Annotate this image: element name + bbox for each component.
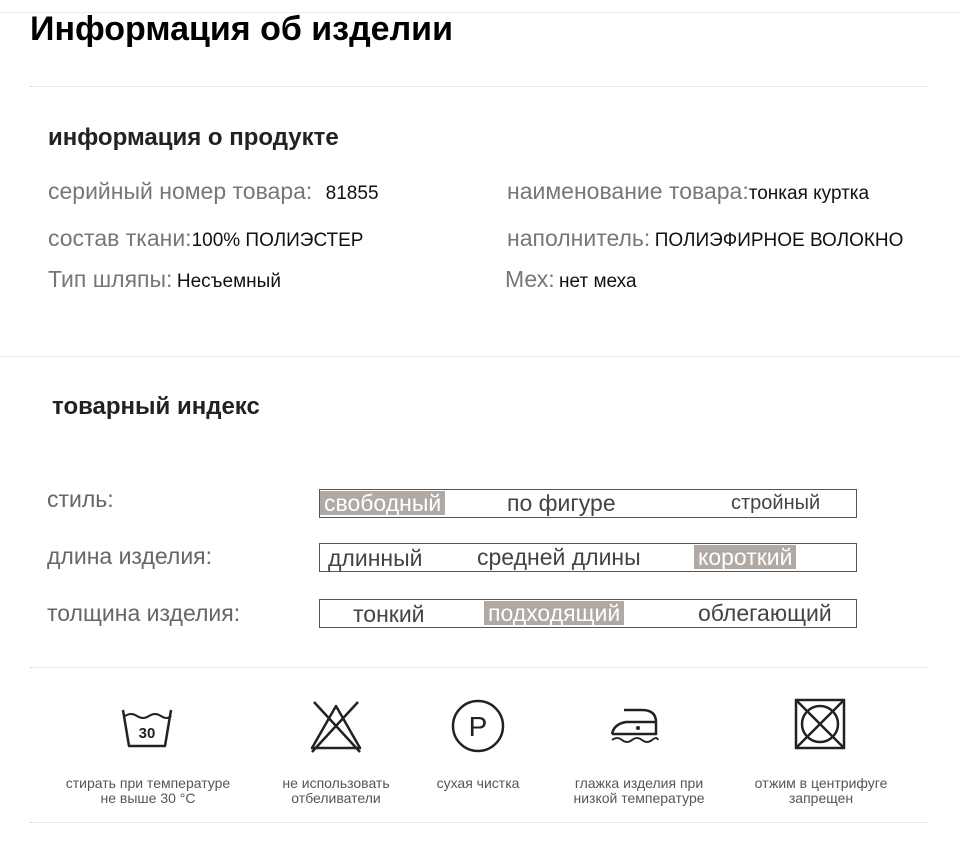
info-filling bbox=[507, 227, 903, 250]
no-bleach-icon bbox=[306, 696, 366, 756]
info-value: 81855 bbox=[325, 183, 379, 204]
length-option-medium: средней длины bbox=[477, 544, 641, 570]
thickness-option-regular: подходящий bbox=[484, 601, 624, 625]
page-title: Информация об изделии bbox=[30, 10, 453, 48]
info-value: тонкая куртка bbox=[748, 183, 870, 204]
info-label: Тип шляпы: bbox=[48, 266, 173, 292]
care-divider-top bbox=[30, 667, 928, 668]
iron-low-icon bbox=[604, 696, 664, 756]
style-option-fitted: по фигуре bbox=[507, 490, 616, 516]
care-divider-bottom bbox=[30, 822, 928, 823]
care-label-wash: стирать при температуре не выше 30 °C bbox=[65, 775, 231, 806]
length-option-short: короткий bbox=[694, 545, 796, 569]
care-label-bleach: не использовать отбеливатели bbox=[282, 775, 390, 806]
info-value: Несъемный bbox=[176, 271, 281, 292]
dry-clean-p-icon bbox=[448, 696, 508, 756]
info-label: серийный номер товара: bbox=[48, 178, 313, 204]
length-label: длина изделия: bbox=[47, 543, 213, 569]
info-serial-number bbox=[48, 180, 379, 203]
info-label: наименование товара: bbox=[507, 178, 749, 204]
info-value: ПОЛИЭФИРНОЕ ВОЛОКНО bbox=[654, 230, 904, 251]
info-fur bbox=[505, 268, 637, 291]
info-product-name bbox=[507, 180, 869, 203]
thickness-option-tight: облегающий bbox=[698, 600, 832, 626]
thickness-scale bbox=[319, 599, 857, 628]
product-index-title: товарный индекс bbox=[52, 393, 260, 420]
thickness-label: толщина изделия: bbox=[47, 600, 241, 626]
thickness-option-thin: тонкий bbox=[353, 601, 425, 627]
style-option-slim: стройный bbox=[731, 492, 821, 514]
style-option-loose: свободный bbox=[320, 491, 445, 515]
dry-clean-symbol: P bbox=[468, 711, 488, 742]
length-scale bbox=[319, 543, 857, 572]
care-label-spin: отжим в центрифуге запрещен bbox=[754, 775, 888, 806]
info-hood bbox=[48, 268, 281, 291]
wash-30-symbol: 30 bbox=[138, 725, 156, 742]
style-label: стиль: bbox=[47, 486, 114, 512]
title-divider bbox=[30, 86, 928, 87]
info-label: наполнитель: bbox=[507, 225, 651, 251]
wash-30-icon bbox=[117, 696, 177, 756]
care-label-dry-clean: сухая чистка bbox=[436, 775, 520, 791]
style-scale bbox=[319, 489, 857, 518]
info-value: нет меха bbox=[559, 271, 637, 292]
info-label: Мех: bbox=[505, 266, 555, 292]
length-option-long: длинный bbox=[328, 545, 423, 571]
info-fabric bbox=[48, 227, 363, 250]
no-tumble-dry-icon bbox=[790, 694, 850, 754]
care-label-iron: глажка изделия при низкой температуре bbox=[573, 775, 705, 806]
info-label: состав ткани: bbox=[48, 225, 192, 251]
product-info-title: информация о продукте bbox=[48, 124, 339, 151]
info-value: 100% ПОЛИЭСТЕР bbox=[191, 230, 364, 251]
section-divider bbox=[0, 356, 960, 357]
